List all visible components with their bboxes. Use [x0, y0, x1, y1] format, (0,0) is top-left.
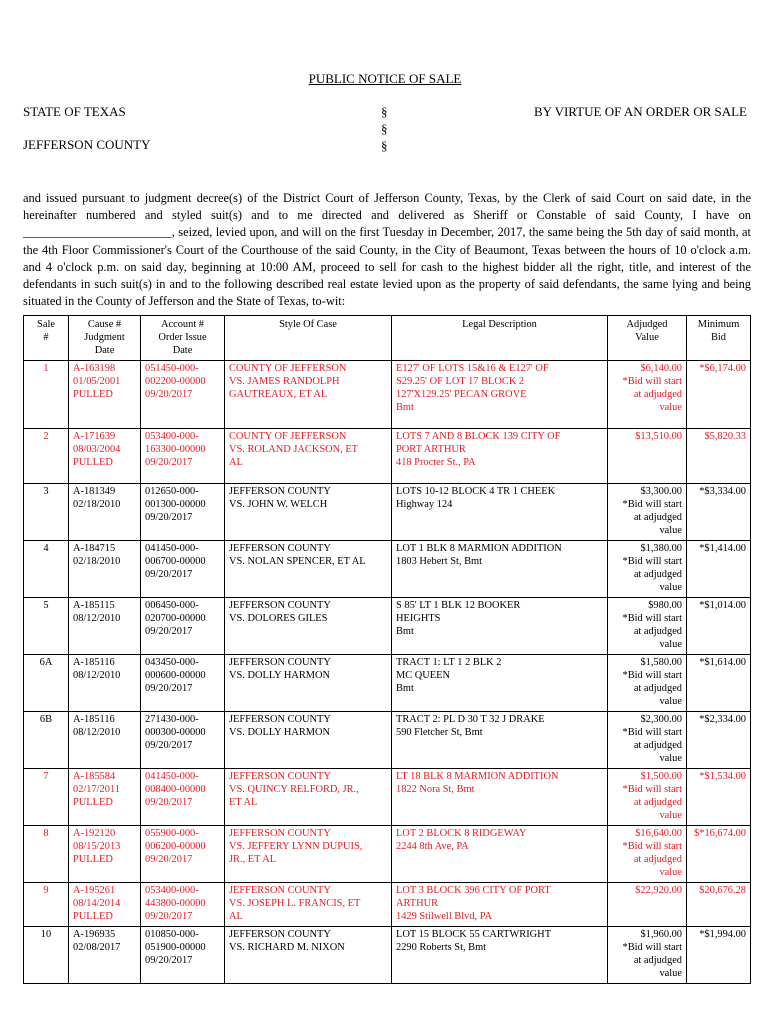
table-row — [24, 927, 751, 984]
legal-description-cell-line: 2244 8th Ave, PA — [396, 841, 469, 852]
legal-description-cell — [392, 541, 608, 598]
sale-number: 6A — [24, 655, 69, 712]
cause-cell-line: PULLED — [73, 911, 113, 922]
header-cause-line: Cause # — [87, 319, 122, 330]
header-account-line: Date — [172, 345, 193, 356]
style-of-case-cell — [225, 541, 392, 598]
header-cause-line: Judgment — [84, 332, 125, 343]
legal-description-cell-line: 127'X129.25' PECAN GROVE — [396, 389, 527, 400]
cause-cell-line: PULLED — [73, 457, 113, 468]
sales-table-body — [24, 361, 751, 984]
cause-cell-line: A-196935 — [73, 929, 116, 940]
header-legal: Legal Description — [392, 316, 608, 361]
adjudged-value-cell — [608, 655, 687, 712]
legal-description-cell — [392, 429, 608, 484]
account-cell-line: 271430-000- — [145, 714, 199, 725]
account-cell-line: 008400-00000 — [145, 784, 206, 795]
adjudged-value-cell-line: at adjudged — [633, 626, 682, 637]
cause-cell-line: 08/12/2010 — [73, 727, 121, 738]
adjudged-value-cell-line: value — [659, 968, 682, 979]
adjudged-value-cell — [608, 429, 687, 484]
legal-description-cell-line: Bmt — [396, 402, 414, 413]
legal-description-cell-line: LOT 1 BLK 8 MARMION ADDITION — [396, 543, 562, 554]
header-sale — [24, 316, 69, 361]
adjudged-value-cell — [608, 883, 687, 927]
sale-number: 5 — [24, 598, 69, 655]
legal-description-cell-line: TRACT 1: LT 1 2 BLK 2 — [396, 657, 502, 668]
cause-cell — [69, 927, 141, 984]
adjudged-value-cell-line: value — [659, 696, 682, 707]
adjudged-value-cell-line: at adjudged — [633, 683, 682, 694]
header-sale-line: Sale — [37, 319, 55, 330]
sale-number: 1 — [24, 361, 69, 429]
account-cell-line: 09/20/2017 — [145, 569, 193, 580]
style-of-case-cell-line: GAUTREAUX, ET AL — [229, 389, 328, 400]
legal-description-cell-line: LOTS 10-12 BLOCK 4 TR 1 CHEEK — [396, 486, 556, 497]
header-adjudged — [608, 316, 687, 361]
adjudged-value-cell-line: $1,500.00 — [640, 771, 682, 782]
legal-description-cell-line: 2290 Roberts St, Bmt — [396, 942, 487, 953]
account-cell-line: 09/20/2017 — [145, 512, 193, 523]
table-row — [24, 429, 751, 484]
style-of-case-cell-line: JEFFERSON COUNTY — [229, 828, 331, 839]
table-row — [24, 484, 751, 541]
account-cell — [141, 598, 225, 655]
legal-description-cell-line: LOTS 7 AND 8 BLOCK 139 CITY OF — [396, 431, 561, 442]
section-mark-3: § — [381, 138, 388, 153]
style-of-case-cell-line: AL — [229, 911, 243, 922]
state-label: STATE OF TEXAS — [23, 104, 126, 119]
account-cell-line: 002200-00000 — [145, 376, 206, 387]
cause-cell — [69, 712, 141, 769]
legal-description-cell-line: 590 Fletcher St, Bmt — [396, 727, 483, 738]
cause-cell-line: 02/08/2017 — [73, 942, 121, 953]
cause-cell-line: 08/12/2010 — [73, 670, 121, 681]
adjudged-value-cell-line: *Bid will start — [622, 784, 682, 795]
adjudged-value-cell — [608, 712, 687, 769]
adjudged-value-cell-line: $1,580.00 — [640, 657, 682, 668]
minimum-bid-cell: *$2,334.00 — [687, 712, 751, 769]
legal-description-cell-line: 1822 Nora St, Bmt — [396, 784, 475, 795]
table-header-row — [24, 316, 751, 361]
account-cell-line: 006700-00000 — [145, 556, 206, 567]
account-cell-line: 09/20/2017 — [145, 797, 193, 808]
adjudged-value-cell-line: *Bid will start — [622, 942, 682, 953]
cause-cell-line: 08/12/2010 — [73, 613, 121, 624]
adjudged-value-cell — [608, 598, 687, 655]
cause-cell — [69, 429, 141, 484]
legal-description-cell-line: LOT 2 BLOCK 8 RIDGEWAY — [396, 828, 527, 839]
adjudged-value-cell — [608, 927, 687, 984]
cause-cell-line: PULLED — [73, 854, 113, 865]
adjudged-value-cell-line: *Bid will start — [622, 841, 682, 852]
cause-cell-line: 02/18/2010 — [73, 556, 121, 567]
style-of-case-cell-line: JEFFERSON COUNTY — [229, 929, 331, 940]
table-row — [24, 712, 751, 769]
style-of-case-cell-line: VS. JAMES RANDOLPH — [229, 376, 340, 387]
sale-number: 3 — [24, 484, 69, 541]
table-row — [24, 655, 751, 712]
account-cell-line: 001300-00000 — [145, 499, 206, 510]
cause-cell — [69, 769, 141, 826]
legal-description-cell-line: S 85' LT 1 BLK 12 BOOKER — [396, 600, 521, 611]
legal-description-cell — [392, 883, 608, 927]
legal-description-cell-line: TRACT 2: PL D 30 T 32 J DRAKE — [396, 714, 545, 725]
adjudged-value-cell-line: $1,960.00 — [640, 929, 682, 940]
account-cell-line: 055900-000- — [145, 828, 199, 839]
legal-description-cell-line: LOT 15 BLOCK 55 CARTWRIGHT — [396, 929, 552, 940]
cause-cell-line: A-163198 — [73, 363, 116, 374]
minimum-bid-cell: *$1,414.00 — [687, 541, 751, 598]
account-cell-line: 000600-00000 — [145, 670, 206, 681]
legal-description-cell-line: ARTHUR — [396, 898, 439, 909]
adjudged-value-cell-line: *Bid will start — [622, 613, 682, 624]
adjudged-value-cell-line: *Bid will start — [622, 376, 682, 387]
style-of-case-cell — [225, 712, 392, 769]
cause-cell-line: 01/05/2001 — [73, 376, 121, 387]
minimum-bid-cell: *$3,334.00 — [687, 484, 751, 541]
legal-description-cell-line: 418 Procter St., PA — [396, 457, 476, 468]
style-of-case-cell-line: VS. JOSEPH L. FRANCIS, ET — [229, 898, 361, 909]
account-cell-line: 041450-000- — [145, 543, 199, 554]
header-sale-line: # — [43, 332, 49, 343]
style-of-case-cell — [225, 484, 392, 541]
sale-number: 7 — [24, 769, 69, 826]
style-of-case-cell-line: AL — [229, 457, 243, 468]
sale-number: 2 — [24, 429, 69, 484]
legal-description-cell-line: 1429 Stilwell Blvd, PA — [396, 911, 493, 922]
legal-description-cell-line: 1803 Hebert St, Bmt — [396, 556, 483, 567]
legal-description-cell — [392, 598, 608, 655]
cause-cell-line: PULLED — [73, 389, 113, 400]
legal-description-cell-line: LOT 3 BLOCK 396 CITY OF PORT — [396, 885, 551, 896]
cause-cell-line: A-195261 — [73, 885, 116, 896]
adjudged-value-cell-line: $980.00 — [648, 600, 682, 611]
cause-cell — [69, 361, 141, 429]
minimum-bid-cell: $*16,674.00 — [687, 826, 751, 883]
style-of-case-cell-line: JEFFERSON COUNTY — [229, 543, 331, 554]
adjudged-value-cell — [608, 826, 687, 883]
style-of-case-cell-line: COUNTY OF JEFFERSON — [229, 431, 347, 442]
sale-number: 10 — [24, 927, 69, 984]
style-of-case-cell-line: VS. NOLAN SPENCER, ET AL — [229, 556, 366, 567]
account-cell-line: 09/20/2017 — [145, 389, 193, 400]
adjudged-value-cell-line: *Bid will start — [622, 499, 682, 510]
account-cell-line: 000300-00000 — [145, 727, 206, 738]
header-style: Style Of Case — [225, 316, 392, 361]
legal-description-cell-line: Bmt — [396, 626, 414, 637]
adjudged-value-cell-line: at adjudged — [633, 740, 682, 751]
minimum-bid-cell: *$1,014.00 — [687, 598, 751, 655]
account-cell — [141, 826, 225, 883]
style-of-case-cell-line: JEFFERSON COUNTY — [229, 657, 331, 668]
cause-cell-line: A-171639 — [73, 431, 116, 442]
header-minimum-line: Minimum — [697, 319, 740, 330]
account-cell — [141, 883, 225, 927]
adjudged-value-cell — [608, 361, 687, 429]
section-mark-1: § — [381, 104, 388, 119]
account-cell-line: 09/20/2017 — [145, 626, 193, 637]
account-cell-line: 020700-00000 — [145, 613, 206, 624]
legal-description-cell — [392, 769, 608, 826]
style-of-case-cell-line: VS. QUINCY RELFORD, JR., — [229, 784, 359, 795]
adjudged-value-cell-line: value — [659, 810, 682, 821]
account-cell — [141, 541, 225, 598]
header-adjudged-line: Adjudged — [626, 319, 668, 330]
adjudged-value-cell-line: at adjudged — [633, 797, 682, 808]
style-of-case-cell-line: VS. RICHARD M. NIXON — [229, 942, 345, 953]
style-of-case-cell-line: COUNTY OF JEFFERSON — [229, 363, 347, 374]
cause-cell-line: 08/03/2004 — [73, 444, 121, 455]
cause-cell-line: A-181349 — [73, 486, 116, 497]
minimum-bid-cell: $20,676.28 — [687, 883, 751, 927]
style-of-case-cell — [225, 655, 392, 712]
legal-description-cell — [392, 655, 608, 712]
legal-description-cell-line: LT 18 BLK 8 MARMION ADDITION — [396, 771, 559, 782]
header-account-line: Order Issue — [158, 332, 207, 343]
table-row — [24, 769, 751, 826]
account-cell-line: 053400-000- — [145, 885, 199, 896]
adjudged-value-cell — [608, 541, 687, 598]
style-of-case-cell-line: VS. JOHN W. WELCH — [229, 499, 328, 510]
adjudged-value-cell-line: $2,300.00 — [640, 714, 682, 725]
style-of-case-cell-line: JEFFERSON COUNTY — [229, 714, 331, 725]
adjudged-value-cell-line: value — [659, 582, 682, 593]
account-cell-line: 163300-00000 — [145, 444, 206, 455]
cause-cell-line: A-185584 — [73, 771, 116, 782]
cause-cell-line: 08/14/2014 — [73, 898, 121, 909]
sale-number: 6B — [24, 712, 69, 769]
table-row — [24, 826, 751, 883]
sales-table — [23, 315, 751, 984]
account-cell-line: 09/20/2017 — [145, 683, 193, 694]
adjudged-value-cell-line: value — [659, 639, 682, 650]
adjudged-value-cell-line: value — [659, 402, 682, 413]
style-of-case-cell-line: JEFFERSON COUNTY — [229, 600, 331, 611]
cause-cell-line: A-185115 — [73, 600, 115, 611]
adjudged-value-cell-line: $3,300.00 — [640, 486, 682, 497]
account-cell — [141, 712, 225, 769]
account-cell-line: 443800-00000 — [145, 898, 206, 909]
account-cell-line: 006200-00000 — [145, 841, 206, 852]
notice-paragraph: and issued pursuant to judgment decree(s) of the District Court of Jefferson County, Texas, by the Clerk of said Court on said date, in the hereinafter numbered and styled suit(s) and to me directed and delivered as Sheriff or Constable of said County, I have on ________________________, seized, levied upon, and will on the first Tuesday in December, 2017, the same being the 5th day of said month, at the 4th Floor Commissioner's Court of the Courthouse of the said County, in the City of Beaumont, Texas between the hours of 10 o'clock a.m. and 4 o'clock p.m. on said day, beginning at 10:00 AM, proceed to sell for cash to the highest bidder all the right, title, and interest of the defendants in such suit(s) in and to the following described real estate levied upon as the property of said defendants, the same lying and being situated in the County of Jefferson and the State of Texas, to-wit: — [23, 191, 751, 309]
style-of-case-cell-line: VS. DOLLY HARMON — [229, 727, 331, 738]
account-cell — [141, 927, 225, 984]
section-mark-2: § — [381, 121, 388, 136]
county-label: JEFFERSON COUNTY — [23, 137, 151, 152]
cause-cell-line: PULLED — [73, 797, 113, 808]
cause-cell — [69, 826, 141, 883]
style-of-case-cell-line: VS. DOLORES GILES — [229, 613, 328, 624]
style-of-case-cell-line: JR., ET AL — [229, 854, 277, 865]
adjudged-value-cell-line: $13,510.00 — [635, 431, 682, 442]
legal-description-cell-line: E127' OF LOTS 15&16 & E127' OF — [396, 363, 549, 374]
legal-description-cell — [392, 484, 608, 541]
cause-cell-line: A-184715 — [73, 543, 116, 554]
adjudged-value-cell-line: value — [659, 525, 682, 536]
cause-cell-line: 02/17/2011 — [73, 784, 120, 795]
cause-cell-line: A-192120 — [73, 828, 116, 839]
header-minimum — [687, 316, 751, 361]
account-cell-line: 09/20/2017 — [145, 911, 193, 922]
legal-description-cell — [392, 826, 608, 883]
legal-description-cell-line: HEIGHTS — [396, 613, 441, 624]
style-of-case-cell-line: VS. JEFFERY LYNN DUPUIS, — [229, 841, 363, 852]
minimum-bid-cell: $5,820.33 — [687, 429, 751, 484]
adjudged-value-cell-line: $16,640.00 — [635, 828, 682, 839]
adjudged-value-cell — [608, 769, 687, 826]
style-of-case-cell-line: ET AL — [229, 797, 258, 808]
header-minimum-line: Bid — [710, 332, 726, 343]
cause-cell — [69, 541, 141, 598]
cause-cell — [69, 598, 141, 655]
adjudged-value-cell — [608, 484, 687, 541]
table-row — [24, 598, 751, 655]
notice-title: PUBLIC NOTICE OF SALE — [308, 71, 462, 86]
style-of-case-cell — [225, 883, 392, 927]
legal-description-cell-line: PORT ARTHUR — [396, 444, 466, 455]
legal-description-cell-line: MC QUEEN — [396, 670, 450, 681]
account-cell-line: 041450-000- — [145, 771, 199, 782]
by-virtue-label: BY VIRTUE OF AN ORDER OR SALE — [533, 104, 747, 119]
cause-cell-line: 08/15/2013 — [73, 841, 121, 852]
account-cell-line: 051900-00000 — [145, 942, 206, 953]
legal-description-cell — [392, 361, 608, 429]
minimum-bid-cell: *$1,534.00 — [687, 769, 751, 826]
table-row — [24, 541, 751, 598]
account-cell-line: 043450-000- — [145, 657, 199, 668]
legal-description-cell — [392, 712, 608, 769]
cause-cell-line: A-185116 — [73, 714, 115, 725]
header-account-line: Account # — [161, 319, 204, 330]
account-cell-line: 09/20/2017 — [145, 740, 193, 751]
adjudged-value-cell-line: *Bid will start — [622, 556, 682, 567]
account-cell — [141, 655, 225, 712]
header-adjudged-line: Value — [635, 332, 659, 343]
adjudged-value-cell-line: $6,140.00 — [640, 363, 682, 374]
cause-cell — [69, 883, 141, 927]
style-of-case-cell — [225, 826, 392, 883]
table-row — [24, 361, 751, 429]
account-cell — [141, 429, 225, 484]
adjudged-value-cell-line: *Bid will start — [622, 670, 682, 681]
style-of-case-cell-line: JEFFERSON COUNTY — [229, 486, 331, 497]
adjudged-value-cell-line: at adjudged — [633, 955, 682, 966]
style-of-case-cell-line: VS. DOLLY HARMON — [229, 670, 331, 681]
header-cause-line: Date — [94, 345, 115, 356]
style-of-case-cell — [225, 598, 392, 655]
adjudged-value-cell-line: value — [659, 867, 682, 878]
header-cause — [69, 316, 141, 361]
style-of-case-cell — [225, 429, 392, 484]
account-cell — [141, 769, 225, 826]
account-cell-line: 09/20/2017 — [145, 457, 193, 468]
account-cell — [141, 361, 225, 429]
cause-cell — [69, 484, 141, 541]
cause-cell-line: A-185116 — [73, 657, 115, 668]
minimum-bid-cell: *$1,994.00 — [687, 927, 751, 984]
adjudged-value-cell-line: at adjudged — [633, 389, 682, 400]
adjudged-value-cell-line: at adjudged — [633, 854, 682, 865]
account-cell-line: 006450-000- — [145, 600, 199, 611]
header-account — [141, 316, 225, 361]
style-of-case-cell — [225, 361, 392, 429]
style-of-case-cell — [225, 769, 392, 826]
account-cell-line: 09/20/2017 — [145, 955, 193, 966]
style-of-case-cell-line: JEFFERSON COUNTY — [229, 771, 331, 782]
account-cell-line: 010850-000- — [145, 929, 199, 940]
style-of-case-cell — [225, 927, 392, 984]
adjudged-value-cell-line: value — [659, 753, 682, 764]
cause-cell — [69, 655, 141, 712]
adjudged-value-cell-line: $1,380.00 — [640, 543, 682, 554]
account-cell — [141, 484, 225, 541]
account-cell-line: 09/20/2017 — [145, 854, 193, 865]
minimum-bid-cell: *$6,174.00 — [687, 361, 751, 429]
adjudged-value-cell-line: at adjudged — [633, 569, 682, 580]
account-cell-line: 012650-000- — [145, 486, 199, 497]
legal-description-cell-line: Highway 124 — [396, 499, 453, 510]
style-of-case-cell-line: JEFFERSON COUNTY — [229, 885, 331, 896]
sale-number: 4 — [24, 541, 69, 598]
adjudged-value-cell-line: $22,920.00 — [635, 885, 682, 896]
legal-description-cell-line: Bmt — [396, 683, 414, 694]
account-cell-line: 051450-000- — [145, 363, 199, 374]
legal-description-cell — [392, 927, 608, 984]
cause-cell-line: 02/18/2010 — [73, 499, 121, 510]
legal-description-cell-line: S29.25' OF LOT 17 BLOCK 2 — [396, 376, 525, 387]
table-row — [24, 883, 751, 927]
minimum-bid-cell: *$1,614.00 — [687, 655, 751, 712]
style-of-case-cell-line: VS. ROLAND JACKSON, ET — [229, 444, 359, 455]
adjudged-value-cell-line: *Bid will start — [622, 727, 682, 738]
account-cell-line: 053400-000- — [145, 431, 199, 442]
sale-number: 9 — [24, 883, 69, 927]
adjudged-value-cell-line: at adjudged — [633, 512, 682, 523]
sale-number: 8 — [24, 826, 69, 883]
